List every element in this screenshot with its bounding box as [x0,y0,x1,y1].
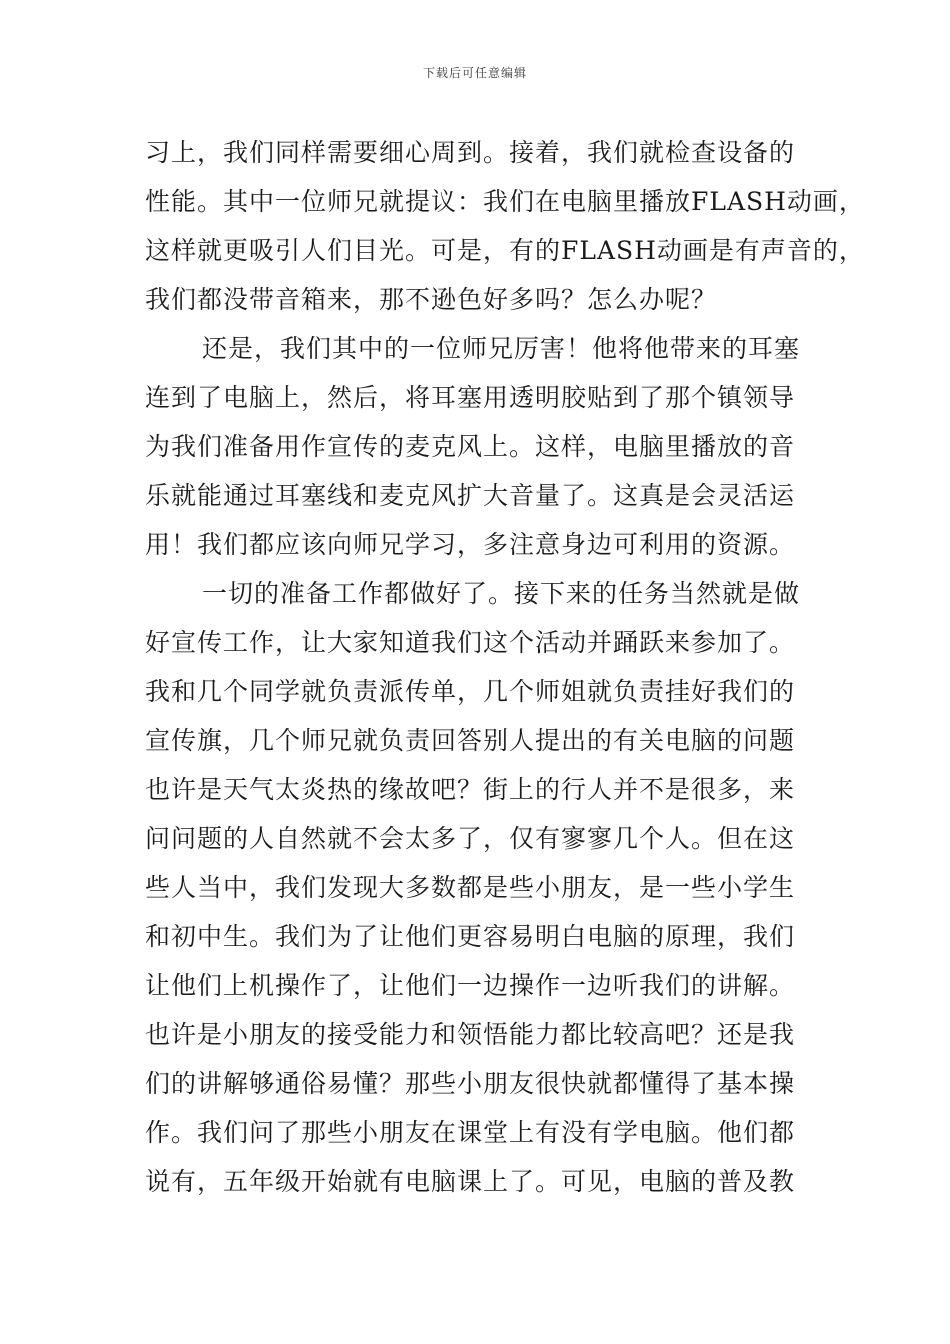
text-line: 让他们上机操作了，让他们一边操作一边听我们的讲解。 [145,971,796,1000]
text-line: 问问题的人自然就不会太多了，仅有寥寥几个人。但在这 [145,824,796,853]
text-line: 们的讲解够通俗易懂？那些小朋友很快就都懂得了基本操 [145,1069,796,1098]
text-line: 宣传旗，几个师兄就负责回答别人提出的有关电脑的问题 [145,726,796,755]
text-line: 也许是小朋友的接受能力和领悟能力都比较高吧？还是我 [145,1020,796,1049]
text-line: 一切的准备工作都做好了。接下来的任务当然就是做 [202,579,801,608]
text-line: 还是，我们其中的一位师兄厉害！他将他带来的耳塞 [202,334,801,363]
text-line: 为我们准备用作宣传的麦克风上。这样，电脑里播放的音 [145,432,796,461]
header-note: 下载后可任意编辑 [422,66,527,80]
text-line: 和初中生。我们为了让他们更容易明白电脑的原理，我们 [145,922,796,951]
text-line: 习上，我们同样需要细心周到。接着，我们就检查设备的 [145,138,796,167]
text-line: 作。我们问了那些小朋友在课堂上有没有学电脑。他们都 [145,1118,796,1147]
text-line: 也许是天气太炎热的缘故吧？街上的行人并不是很多，来 [145,775,796,804]
text-line: 说有，五年级开始就有电脑课上了。可见，电脑的普及教 [145,1167,796,1196]
body-text [145,128,865,1206]
text-line: 这样就更吸引人们目光。可是，有的FLASH动画是有声音的， [145,236,865,265]
text-line: 些人当中，我们发现大多数都是些小朋友，是一些小学生 [145,873,796,902]
text-line: 好宣传工作，让大家知道我们这个活动并踊跃来参加了。 [145,628,796,657]
text-line: 用！我们都应该向师兄学习，多注意身边可利用的资源。 [145,530,796,559]
text-line: 我们都没带音箱来，那不逊色好多吗？怎么办呢？ [145,285,718,314]
text-line: 我和几个同学就负责派传单，几个师姐就负责挂好我们的 [145,677,796,706]
text-line: 乐就能通过耳塞线和麦克风扩大音量了。这真是会灵活运 [145,481,796,510]
text-line: 性能。其中一位师兄就提议：我们在电脑里播放FLASH动画， [145,187,865,216]
text-line: 连到了电脑上，然后，将耳塞用透明胶贴到了那个镇领导 [145,383,796,412]
